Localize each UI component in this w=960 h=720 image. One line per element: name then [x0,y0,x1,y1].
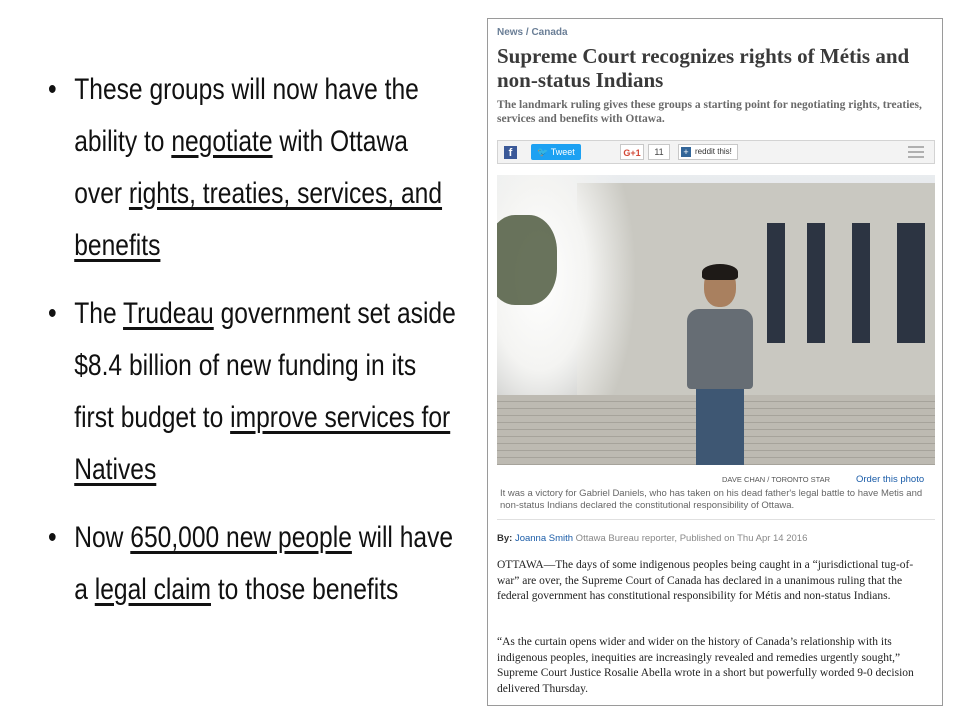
bullet-item [48,512,458,616]
bullet-dot: • [48,73,57,106]
google-plus-button[interactable]: G+1 [620,144,644,160]
bullet-text: will have a [74,521,454,606]
bullet-text: The [74,297,124,330]
byline [497,533,807,544]
underlined-phrase: improve services for Natives [74,401,451,486]
underlined-phrase: 650,000 new people [130,521,352,554]
bullet-item [48,64,458,272]
article-dek: The landmark ruling gives these groups a starting point for negotiating rights, treaties, services and benefits with Ottawa. [497,99,922,125]
share-bar [497,140,935,164]
underlined-phrase: Trudeau [123,297,214,330]
facebook-icon[interactable]: f [504,146,517,159]
underlined-phrase: legal claim [94,573,211,606]
byline-prefix: By: [497,533,513,544]
photo-credit: DAVE CHAN / TORONTO STAR [722,475,831,484]
bullet-text: government set aside $8.4 billion of new funding in its first budget to [74,297,456,434]
underlined-phrase: negotiate [171,125,273,158]
news-article-screenshot [487,18,943,706]
reddit-label: reddit this! [695,147,732,156]
article-paragraph: “As the curtain opens wider and wider on the history of Canada’s relationship with its indigenous peoples, inequities are increasingly revealed and remedies urgently sought,” Supreme Court Justice Rosalie Abella wrote in a short but powerfully worded 9-0 decision delivered Thursday. [497,636,914,695]
bullet-item [48,288,458,496]
photo-caption: It was a victory for Gabriel Daniels, who has taken on his dead father's legal battle to have Metis and non-status Indians declared the constitutional responsibility of Ottawa. [500,488,923,511]
article-photo[interactable] [497,175,935,465]
bullet-dot: • [48,297,57,330]
tweet-label: Tweet [550,147,575,157]
bullet-text: Now [74,521,131,554]
published-date: Published on Thu Apr 14 2016 [677,533,808,544]
google-plus-count: 11 [648,144,670,160]
underlined-phrase: rights, treaties, services, and benefits [74,177,443,262]
reddit-button[interactable] [678,144,738,160]
reddit-plus-icon: + [681,147,691,157]
article-headline: Supreme Court recognizes rights of Métis and non-status Indians [497,44,910,92]
article-paragraph: OTTAWA—The days of some indigenous peoples being caught in a “jurisdictional tug-of-war” are over, the Supreme Court of Canada has declared in a unanimous ruling that the federal government has constitutional responsibility for Métis and non-status Indians. [497,559,914,602]
bullet-dot: • [48,521,57,554]
breadcrumb[interactable]: News / Canada [497,27,568,38]
order-photo-link[interactable]: Order this photo [856,474,925,485]
bullet-text: to those benefits [210,573,399,606]
bullet-text: These groups will now have the ability to [74,73,419,158]
author-link[interactable]: Joanna Smith [514,533,574,544]
author-role: Ottawa Bureau reporter, [573,533,678,544]
tweet-button[interactable]: 🐦 Tweet [531,144,581,160]
divider [497,519,935,520]
person-figure [682,267,758,465]
bullet-text: with Ottawa over [74,125,408,210]
hamburger-menu-icon[interactable] [908,146,924,158]
slide-bullet-list [48,64,458,632]
